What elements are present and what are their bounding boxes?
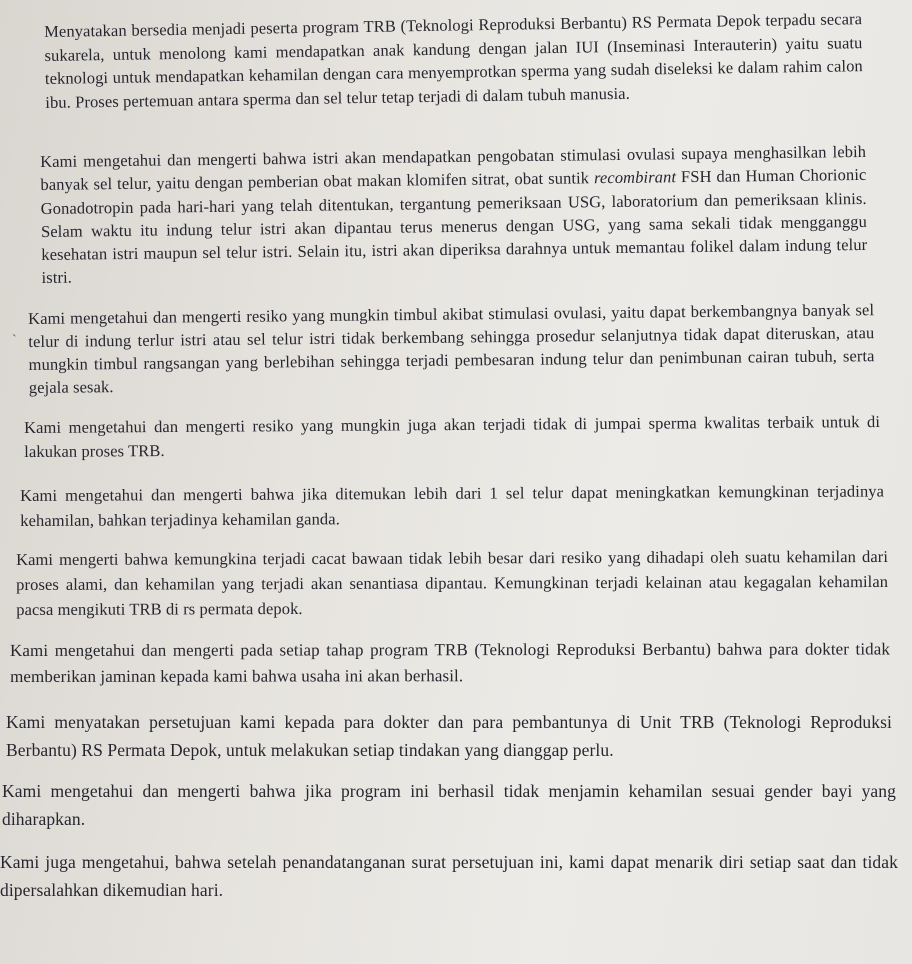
paragraph-consent-iui: Menyatakan bersedia menjadi peserta program TRB (Teknologi Reproduksi Berbantu) RS Permata Depok terpadu secara sukarela, untuk menolong kami mendapatkan anak kandung dengan jalan IUI (Inseminasi Interauterin) yaitu suatu teknologi untuk mendapatkan kehamilan dengan cara menyemprotkan sperma yang sudah diseleksi ke dalam rahim calon ibu. Proses pertemuan antara sperma dan sel telur tetap terjadi di dalam tubuh manusia. <box>44 9 863 112</box>
paragraph-ovulation-stimulation: Kami mengetahui dan mengerti bahwa istri akan mendapatkan pengobatan stimulasi ovulasi supaya menghasilkan lebih banyak sel telur, yaitu dengan pemberian obat makan klomifen sitrat, obat suntik recombirant FSH dan Human Chorionic Gonadotropin pada hari-hari yang telah ditentukan, tergantung pemeriksaan USG, laboratorium dan pemeriksaan klinis. Selam waktu itu indung telur istri akan dipantau terus menerus dengan USG, yang sama sekali tidak mengganggu kesehatan istri maupun sel telur istri. Selain itu, istri akan diperiksa darahnya untuk memantau folikel dalam indung telur istri. <box>40 141 868 288</box>
recombinant-term: recombirant <box>593 167 677 188</box>
paragraph-stimulation-risk: Kami mengetahui dan mengerti resiko yang mungkin timbul akibat stimulasi ovulasi, yaitu dapat berkembangnya banyak sel telur di indung terlur istri atau sel telur istri tidak berkembang sehingga prosedur selanjutnya tidak dapat diteruskan, atau mungkin timbul rangsangan yang berlebihan sehingga terjadi pembesaran indung telur dan penimbunan cairan tubuh, serta gejala sesak. <box>28 300 875 397</box>
paragraph-sperma-risk: Kami mengetahui dan mengerti resiko yang mungkin juga akan terjadi tidak di jumpai sperma kwalitas terbaik untuk di lakukan proses TRB. <box>24 412 881 461</box>
paragraph-gender: Kami mengetahui dan mengerti bahwa jika program ini berhasil tidak menjamin kehamilan sesuai gender bayi yang diharapkan. <box>2 781 896 829</box>
paragraph-multiple-pregnancy: Kami mengetahui dan mengerti bahwa jika ditemukan lebih dari 1 sel telur dapat meningkatkan kemungkinan terjadinya kehamilan, bahkan terjadinya kehamilan ganda. <box>20 481 885 530</box>
stray-mark: ` <box>12 333 17 348</box>
paragraph-no-guarantee: Kami mengetahui dan mengerti pada setiap tahap program TRB (Teknologi Reproduksi Berbantu) bahwa para dokter tidak memberikan jaminan kepada kami bahwa usaha ini akan berhasil. <box>10 639 891 686</box>
paragraph-withdrawal: Kami juga mengetahui, bahwa setelah penandatanganan surat persetujuan ini, kami dapat menarik diri setiap saat dan tidak dipersalahkan dikemudian hari. <box>0 852 898 900</box>
paragraph-birth-defect: Kami mengerti bahwa kemungkina terjadi cacat bawaan tidak lebih besar dari resiko yang dihadapi oleh suatu kehamilan dari proses alami, dan kehamilan yang terjadi akan senantiasa dipantau. Kemungkinan terjadi kelainan atau kegagalan kehamilan pacsa mengikuti TRB di rs permata depok. <box>16 546 889 619</box>
paragraph-approval: Kami menyatakan persetujuan kami kepada para dokter dan para pembantunya di Unit TRB (Teknologi Reproduksi Berbantu) RS Permata Depok, untuk melakukan setiap tindakan yang dianggap perlu. <box>6 712 892 760</box>
